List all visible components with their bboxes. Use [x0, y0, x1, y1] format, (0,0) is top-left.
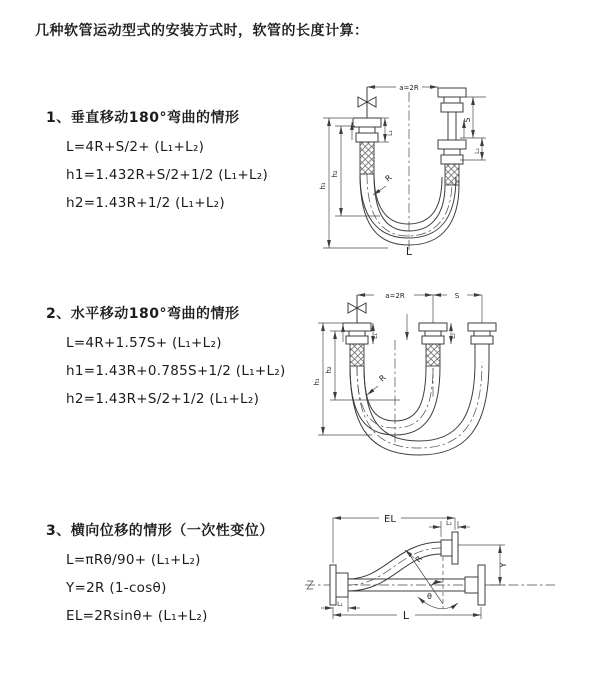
braid-section: [426, 344, 440, 366]
dim-label-a2r: a=2R: [385, 292, 405, 300]
left-flange-fitting: [353, 118, 381, 174]
dim-label-r: R: [383, 173, 394, 184]
dimension-l2: [429, 520, 470, 537]
dimension-el: [333, 514, 455, 563]
dimension-l: [333, 607, 481, 622]
right-flange-upper: [438, 88, 466, 140]
dim-label-l2: L₂: [446, 520, 452, 527]
formula-h1: h1=1.432R+S/2+1/2 (L₁+L₂): [66, 167, 269, 183]
section-1: [46, 107, 326, 211]
radius-callout: [373, 173, 394, 195]
formula-l: L=4R+S/2+ (L₁+L₂): [66, 139, 205, 155]
braid-section: [360, 142, 374, 174]
dim-label-s: S: [454, 292, 460, 300]
braid-section: [350, 344, 364, 366]
dimension-s: [433, 292, 482, 300]
dim-label-a2r: a=2R: [399, 84, 419, 92]
dim-label-l2: L₂: [474, 148, 481, 154]
formula-h1: h1=1.43R+0.785S+1/2 (L₁+L₂): [66, 363, 286, 379]
section-3: [46, 520, 326, 624]
dim-label-h2: h₂: [325, 366, 333, 374]
left-flange-fitting: [330, 565, 348, 605]
left-flange-fitting: [343, 323, 371, 366]
dimension-a2r: [367, 84, 438, 92]
formula-l: L=πRθ/90+ (L₁+L₂): [66, 552, 201, 568]
section-3-heading: 3、横向位移的情形（一次性变位）: [46, 523, 274, 539]
dimension-a2r: [357, 292, 433, 300]
dimension-l1: [372, 323, 379, 344]
valve-icon: [358, 87, 376, 118]
dimension-l1: [321, 597, 360, 612]
diagram-horizontal-move: [310, 282, 600, 462]
formula-h2: h2=1.43R+1/2 (L₁+L₂): [66, 195, 225, 211]
dim-label-h2: h₂: [331, 170, 339, 178]
dim-label-l: L: [402, 609, 410, 622]
dim-label-l1: L₁: [337, 601, 343, 608]
dim-label-h1: h₁: [319, 182, 327, 190]
dim-label-theta: θ: [427, 592, 432, 601]
section-1-heading: 1、垂直移动180°弯曲的情形: [46, 110, 240, 126]
dim-label-l2: L₂: [450, 333, 457, 339]
middle-flange-fitting: [419, 323, 447, 366]
radius-callout: [367, 373, 388, 395]
section-2: [46, 303, 326, 407]
valve-icon: [348, 295, 366, 323]
formula-y: Y=2R (1-cosθ): [66, 580, 167, 596]
dim-label-y: Y: [499, 562, 508, 568]
dim-label-s: S: [463, 117, 472, 123]
dim-label-l: L: [405, 245, 413, 258]
dim-label-l1: L₁: [387, 130, 394, 136]
dim-label-r: R: [413, 554, 425, 565]
dim-label-el: EL: [384, 514, 396, 525]
hose-u-bend-pos2: [350, 362, 489, 455]
swing-arc: [418, 597, 458, 609]
angle-theta: [418, 582, 458, 609]
page-title: 几种软管运动型式的安装方式时，软管的长度计算：: [35, 23, 369, 39]
formula-l: L=4R+1.57S+ (L₁+L₂): [66, 335, 222, 351]
hose-u-bend: [360, 174, 459, 245]
formula-h2: h2=1.43R+S/2+1/2 (L₁+L₂): [66, 391, 260, 407]
dim-label-l1: L₁: [372, 333, 379, 339]
dim-label-r: R: [377, 373, 388, 384]
diagram-lateral-displacement: [297, 501, 597, 636]
diagram-vertical-move: [308, 76, 593, 258]
section-2-heading: 2、水平移动180°弯曲的情形: [46, 306, 240, 322]
dim-label-h1: h₁: [313, 378, 321, 386]
right-flange-fitting: [468, 323, 496, 362]
dimension-l2: [450, 323, 457, 344]
formula-el: EL=2Rsinθ+ (L₁+L₂): [66, 608, 208, 624]
